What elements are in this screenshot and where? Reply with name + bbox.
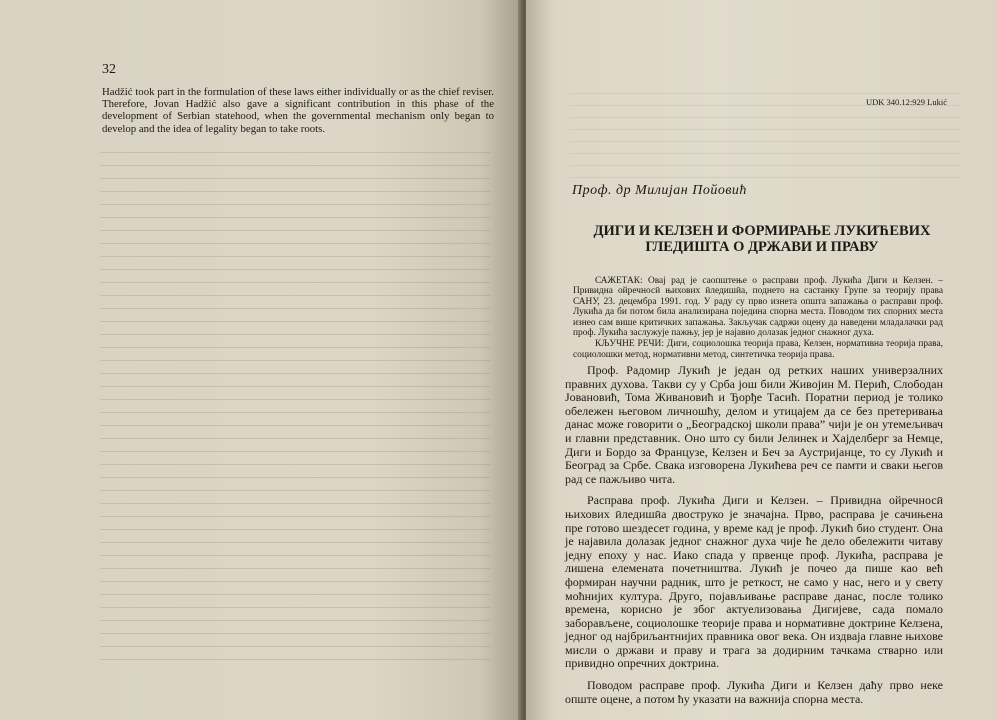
author-name: Проф. др Милијан Пойовић: [572, 183, 747, 198]
udk-code: UDK 340.12:929 Lukić: [866, 97, 947, 107]
body-paragraph: Проф. Радомир Лукић је један од ретких наших универзалних правних духова. Такви су у Срба још били Живојин М. Перић, Слободан Јовановић, Тома Живановић и Ђорђе Тасић. Поратни период је толико обележен његовом личношћу, делом и утицајем да се без претеривања данас може говорити о „Београдској школи права” чији је он утемељивач и главни представник. Оно што су били Јелинек и Хајделберг за Немце, Диги и Бордо за Французе, Келзен и Беч за Аустријанце, то су Лукић и Београд за Србе. Свака изговорена Лукићева реч се памти и сваки његов рад се пажљиво чита.: [565, 363, 943, 486]
page-number: 32: [102, 62, 116, 77]
keywords-text: КЉУЧНЕ РЕЧИ: Диги, социолошка теорија права, Келзен, нормативна теорија права, социолошки метод, нормативни метод, синтетичка теорија права.: [573, 339, 943, 360]
abstract-text: САЖЕТАК: Овај рад је саопштење о расправи проф. Лукића Диги и Келзен. – Привидна ойречносӣ њихових ӣледишӣа, поднето на састанку Групе за теорију права САНУ, 23. децембра 1991. год. У раду су прво изнета општа запажања о расправи проф. Лукића да би потом била анализирана поједина спорна места. Поводом тих спорних места изнео сам више критичких запажања. Закључак садржи оцену да наведени младалачки рад проф. Лукића заслужује пажњу, јер је најавио долазак једног снажног духа.: [573, 276, 943, 339]
abstract-block: [573, 276, 943, 361]
english-summary-text: Hadžić took part in the formulation of these laws either individually or as the chief reviser. Therefore, Jovan Hadžić also gave a significant contribution in this phase of the development of Serbian statehood, when the governmental mechanism only began to develop and the idea of legality began to take roots.: [102, 86, 494, 135]
article-body: [565, 364, 943, 714]
body-paragraph: Расправа проф. Лукића Диги и Келзен. – Привидна ойречносӣ њихових ӣледишӣа двоструко је значајна. Прво, расправа је сачињена пре готово шездесет година, у време кад је проф. Лукић био студент. Она је најавила долазак једног снажног духа чије ће дело обележити читаву једну епоху у нас. Иако спада у првенце проф. Лукића, расправа је лишена елемената почетништва. Лукић је почео да пише као већ формиран научни радник, што је реткост, не само у нас, него и у свету моћнијих култура. Друго, појављивање расправе данас, после толико времена, корисно је због актуелизовања Дигијеве, сада помало заборављене, социолошке теорије права и нормативне доктрине Келзена, једног од најбриљантнијих правника овог века. Он издваја главне њихове мисли о држави и праву и трага за додирним тачкама стварно или привидно опречних доктрина.: [565, 493, 943, 671]
article-title: ДИГИ И КЕЛЗЕН И ФОРМИРАЊЕ ЛУКИЋЕВИХ ГЛЕДИШТА О ДРЖАВИ И ПРАВУ: [593, 223, 931, 255]
show-through-text: [100, 140, 490, 660]
body-paragraph: Поводом расправе проф. Лукића Диги и Келзен даћу прво неке опште оцене, а потом ћу указати на важнија спорна места.: [565, 678, 943, 706]
